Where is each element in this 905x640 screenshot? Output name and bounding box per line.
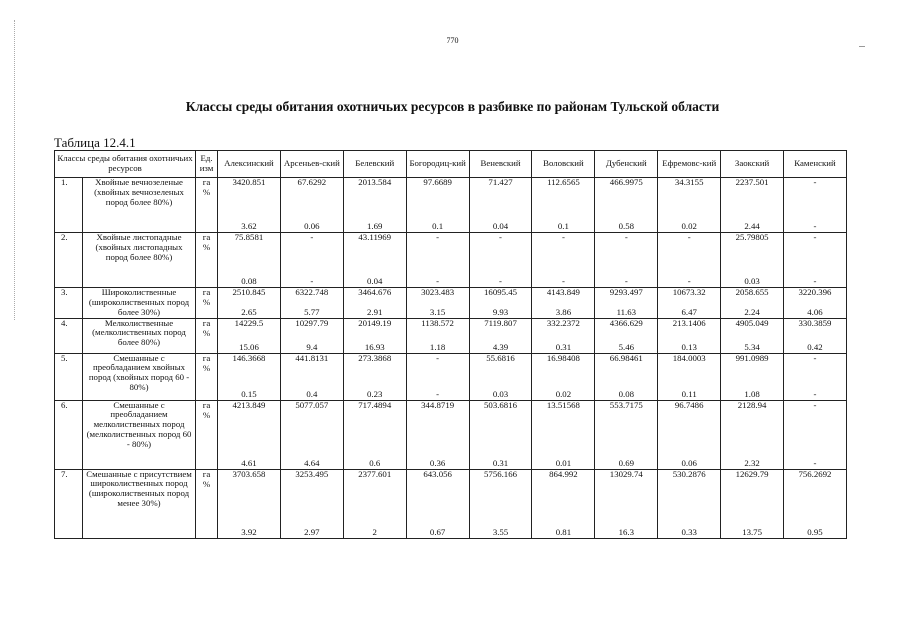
- area-ha-cell: 5077.057: [280, 400, 343, 411]
- area-ha-cell: 55.6816: [469, 353, 532, 364]
- area-ha-cell: 643.056: [406, 469, 469, 480]
- area-percent-cell: 0.08: [218, 243, 281, 288]
- habitat-class-name: Широколиственные (широколиственных пород более 30%): [83, 288, 196, 319]
- unit-percent: %: [196, 364, 218, 401]
- area-ha-cell: 5756.166: [469, 469, 532, 480]
- area-percent-cell: -: [658, 243, 721, 288]
- area-percent-cell: 1.69: [343, 188, 406, 233]
- header-district: Ефремовс-кий: [658, 151, 721, 178]
- area-ha-cell: 146.3668: [218, 353, 281, 364]
- table-header-row: [55, 151, 847, 178]
- area-ha-cell: 2237.501: [721, 178, 784, 189]
- table-row: [55, 288, 847, 299]
- table-row: [55, 469, 847, 480]
- area-percent-cell: 1.18: [406, 329, 469, 354]
- area-ha-cell: -: [784, 178, 847, 189]
- table-row: [55, 353, 847, 364]
- unit-ha: га: [196, 318, 218, 329]
- area-ha-cell: 3464.676: [343, 288, 406, 299]
- page-title: Классы среды обитания охотничьих ресурсов в разбивке по районам Тульской области: [185, 99, 720, 114]
- header-district: Арсеньев-ский: [280, 151, 343, 178]
- area-ha-cell: 213.1406: [658, 318, 721, 329]
- area-percent-cell: 0.06: [658, 411, 721, 470]
- area-percent-cell: 0.1: [406, 188, 469, 233]
- area-percent-cell: 9.93: [469, 298, 532, 318]
- area-percent-cell: 9.4: [280, 329, 343, 354]
- area-ha-cell: -: [784, 353, 847, 364]
- area-percent-cell: 16.93: [343, 329, 406, 354]
- area-percent-cell: 0.4: [280, 364, 343, 401]
- area-percent-cell: 0.04: [469, 188, 532, 233]
- area-ha-cell: 553.7175: [595, 400, 658, 411]
- area-percent-cell: 13.75: [721, 480, 784, 539]
- area-ha-cell: 97.6689: [406, 178, 469, 189]
- area-ha-cell: 530.2876: [658, 469, 721, 480]
- table-caption: Таблица 12.4.1: [54, 135, 136, 150]
- habitat-classes-table: [54, 150, 847, 539]
- habitat-class-name: Смешанные с преобладанием мелколиственных пород (мелколиственных пород 60 - 80%): [83, 400, 196, 469]
- area-ha-cell: 4143.849: [532, 288, 595, 299]
- area-ha-cell: 25.79805: [721, 233, 784, 244]
- header-district: Богородиц-кий: [406, 151, 469, 178]
- area-ha-cell: 112.6565: [532, 178, 595, 189]
- area-percent-cell: 0.01: [532, 411, 595, 470]
- header-district: Белевский: [343, 151, 406, 178]
- header-district: Дубенский: [595, 151, 658, 178]
- area-percent-cell: 4.39: [469, 329, 532, 354]
- area-percent-cell: 0.67: [406, 480, 469, 539]
- habitat-class-name: Хвойные вечнозеленые (хвойных вечнозеленых пород более 80%): [83, 178, 196, 233]
- habitat-class-name: Смешанные с присутствием широколиственных пород (широколиственных пород менее 30%): [83, 469, 196, 538]
- area-ha-cell: 20149.19: [343, 318, 406, 329]
- area-percent-cell: -: [784, 411, 847, 470]
- area-percent-cell: 0.31: [469, 411, 532, 470]
- area-ha-cell: 717.4894: [343, 400, 406, 411]
- area-percent-cell: 0.33: [658, 480, 721, 539]
- area-percent-cell: 0.08: [595, 364, 658, 401]
- table-row: [55, 178, 847, 189]
- area-ha-cell: 503.6816: [469, 400, 532, 411]
- habitat-class-name: Хвойные листопадные (хвойных листопадных пород более 80%): [83, 233, 196, 288]
- row-number: 5.: [55, 353, 83, 400]
- header-unit: Ед. изм: [196, 151, 218, 178]
- area-ha-cell: 34.3155: [658, 178, 721, 189]
- area-percent-cell: 11.63: [595, 298, 658, 318]
- area-percent-cell: 0.23: [343, 364, 406, 401]
- area-percent-cell: -: [784, 364, 847, 401]
- area-percent-cell: -: [406, 243, 469, 288]
- row-number: 1.: [55, 178, 83, 233]
- row-number: 2.: [55, 233, 83, 288]
- area-percent-cell: -: [784, 188, 847, 233]
- table-row: [55, 318, 847, 329]
- area-ha-cell: -: [532, 233, 595, 244]
- area-percent-cell: 3.86: [532, 298, 595, 318]
- area-ha-cell: 466.9975: [595, 178, 658, 189]
- area-percent-cell: 0.03: [721, 243, 784, 288]
- unit-ha: га: [196, 400, 218, 411]
- page-number: 770: [446, 36, 459, 45]
- area-ha-cell: 3420.851: [218, 178, 281, 189]
- area-percent-cell: -: [784, 243, 847, 288]
- area-percent-cell: 0.36: [406, 411, 469, 470]
- area-ha-cell: 7119.807: [469, 318, 532, 329]
- area-ha-cell: 3253.495: [280, 469, 343, 480]
- area-percent-cell: 5.77: [280, 298, 343, 318]
- area-percent-cell: 0.58: [595, 188, 658, 233]
- area-percent-cell: 2.91: [343, 298, 406, 318]
- area-percent-cell: 3.15: [406, 298, 469, 318]
- header-district: Алексинский: [218, 151, 281, 178]
- area-ha-cell: 184.0003: [658, 353, 721, 364]
- area-ha-cell: 2510.845: [218, 288, 281, 299]
- habitat-class-name: Мелколиственные (мелколиственных пород более 80%): [83, 318, 196, 353]
- area-ha-cell: 273.3868: [343, 353, 406, 364]
- row-number: 7.: [55, 469, 83, 538]
- unit-ha: га: [196, 178, 218, 189]
- area-percent-cell: 3.92: [218, 480, 281, 539]
- area-percent-cell: -: [280, 243, 343, 288]
- area-percent-cell: 0.6: [343, 411, 406, 470]
- header-district: Веневский: [469, 151, 532, 178]
- area-ha-cell: 16.98408: [532, 353, 595, 364]
- area-percent-cell: 2.65: [218, 298, 281, 318]
- area-ha-cell: 6322.748: [280, 288, 343, 299]
- area-ha-cell: 3023.483: [406, 288, 469, 299]
- row-number: 6.: [55, 400, 83, 469]
- area-ha-cell: 3703.658: [218, 469, 281, 480]
- header-district: Воловский: [532, 151, 595, 178]
- area-ha-cell: 71.427: [469, 178, 532, 189]
- area-ha-cell: 96.7486: [658, 400, 721, 411]
- area-percent-cell: 0.95: [784, 480, 847, 539]
- area-ha-cell: 75.8581: [218, 233, 281, 244]
- area-ha-cell: -: [280, 233, 343, 244]
- table-row: [55, 400, 847, 411]
- area-percent-cell: 0.02: [532, 364, 595, 401]
- area-percent-cell: 4.64: [280, 411, 343, 470]
- area-percent-cell: 2.44: [721, 188, 784, 233]
- area-percent-cell: 2.24: [721, 298, 784, 318]
- area-ha-cell: -: [406, 233, 469, 244]
- area-percent-cell: 0.15: [218, 364, 281, 401]
- unit-percent: %: [196, 329, 218, 354]
- area-ha-cell: 332.2372: [532, 318, 595, 329]
- area-ha-cell: 4213.849: [218, 400, 281, 411]
- area-percent-cell: 0.03: [469, 364, 532, 401]
- unit-ha: га: [196, 233, 218, 244]
- area-ha-cell: 756.2692: [784, 469, 847, 480]
- area-percent-cell: 0.81: [532, 480, 595, 539]
- area-percent-cell: 4.61: [218, 411, 281, 470]
- area-ha-cell: 4366.629: [595, 318, 658, 329]
- area-ha-cell: 67.6292: [280, 178, 343, 189]
- area-percent-cell: 3.55: [469, 480, 532, 539]
- area-percent-cell: 0.13: [658, 329, 721, 354]
- area-ha-cell: 441.8131: [280, 353, 343, 364]
- area-percent-cell: 0.31: [532, 329, 595, 354]
- area-ha-cell: 2058.655: [721, 288, 784, 299]
- area-percent-cell: -: [532, 243, 595, 288]
- area-percent-cell: 0.04: [343, 243, 406, 288]
- area-ha-cell: 10673.32: [658, 288, 721, 299]
- area-ha-cell: 9293.497: [595, 288, 658, 299]
- area-ha-cell: 991.0989: [721, 353, 784, 364]
- area-percent-cell: 16.3: [595, 480, 658, 539]
- area-percent-cell: 2.97: [280, 480, 343, 539]
- area-percent-cell: 0.69: [595, 411, 658, 470]
- scan-edge-line: [14, 20, 15, 320]
- area-percent-cell: -: [469, 243, 532, 288]
- area-ha-cell: -: [595, 233, 658, 244]
- area-ha-cell: -: [784, 233, 847, 244]
- area-percent-cell: 15.06: [218, 329, 281, 354]
- area-percent-cell: -: [406, 364, 469, 401]
- area-ha-cell: -: [406, 353, 469, 364]
- area-percent-cell: 0.02: [658, 188, 721, 233]
- area-ha-cell: 1138.572: [406, 318, 469, 329]
- row-number: 3.: [55, 288, 83, 319]
- table-row: [55, 233, 847, 244]
- area-percent-cell: 4.06: [784, 298, 847, 318]
- area-percent-cell: 0.1: [532, 188, 595, 233]
- area-percent-cell: 5.46: [595, 329, 658, 354]
- area-ha-cell: 4905.049: [721, 318, 784, 329]
- area-ha-cell: 10297.79: [280, 318, 343, 329]
- area-percent-cell: 2.32: [721, 411, 784, 470]
- area-percent-cell: 1.08: [721, 364, 784, 401]
- unit-percent: %: [196, 480, 218, 539]
- area-ha-cell: 344.8719: [406, 400, 469, 411]
- row-number: 4.: [55, 318, 83, 353]
- area-ha-cell: 330.3859: [784, 318, 847, 329]
- table-body: [55, 178, 847, 539]
- unit-percent: %: [196, 298, 218, 318]
- area-percent-cell: -: [595, 243, 658, 288]
- unit-percent: %: [196, 188, 218, 233]
- area-ha-cell: 66.98461: [595, 353, 658, 364]
- area-ha-cell: 12629.79: [721, 469, 784, 480]
- area-ha-cell: 3220.396: [784, 288, 847, 299]
- area-ha-cell: 43.11969: [343, 233, 406, 244]
- area-percent-cell: 0.06: [280, 188, 343, 233]
- area-percent-cell: 0.42: [784, 329, 847, 354]
- area-ha-cell: 13029.74: [595, 469, 658, 480]
- unit-ha: га: [196, 353, 218, 364]
- unit-percent: %: [196, 411, 218, 470]
- header-district: Каменский: [784, 151, 847, 178]
- habitat-class-name: Смешанные с преобладанием хвойных пород (хвойных пород 60 - 80%): [83, 353, 196, 400]
- area-ha-cell: -: [784, 400, 847, 411]
- area-percent-cell: 5.34: [721, 329, 784, 354]
- header-district: Заокский: [721, 151, 784, 178]
- unit-percent: %: [196, 243, 218, 288]
- scan-edge-mark: [859, 46, 865, 47]
- area-ha-cell: 2128.94: [721, 400, 784, 411]
- area-ha-cell: 16095.45: [469, 288, 532, 299]
- area-ha-cell: 2377.601: [343, 469, 406, 480]
- area-ha-cell: -: [469, 233, 532, 244]
- area-ha-cell: -: [658, 233, 721, 244]
- area-ha-cell: 13.51568: [532, 400, 595, 411]
- area-percent-cell: 2: [343, 480, 406, 539]
- area-percent-cell: 3.62: [218, 188, 281, 233]
- area-ha-cell: 864.992: [532, 469, 595, 480]
- header-class: Классы среды обитания охотничьих ресурсов: [55, 151, 196, 178]
- area-ha-cell: 2013.584: [343, 178, 406, 189]
- unit-ha: га: [196, 288, 218, 299]
- unit-ha: га: [196, 469, 218, 480]
- area-percent-cell: 0.11: [658, 364, 721, 401]
- area-ha-cell: 14229.5: [218, 318, 281, 329]
- area-percent-cell: 6.47: [658, 298, 721, 318]
